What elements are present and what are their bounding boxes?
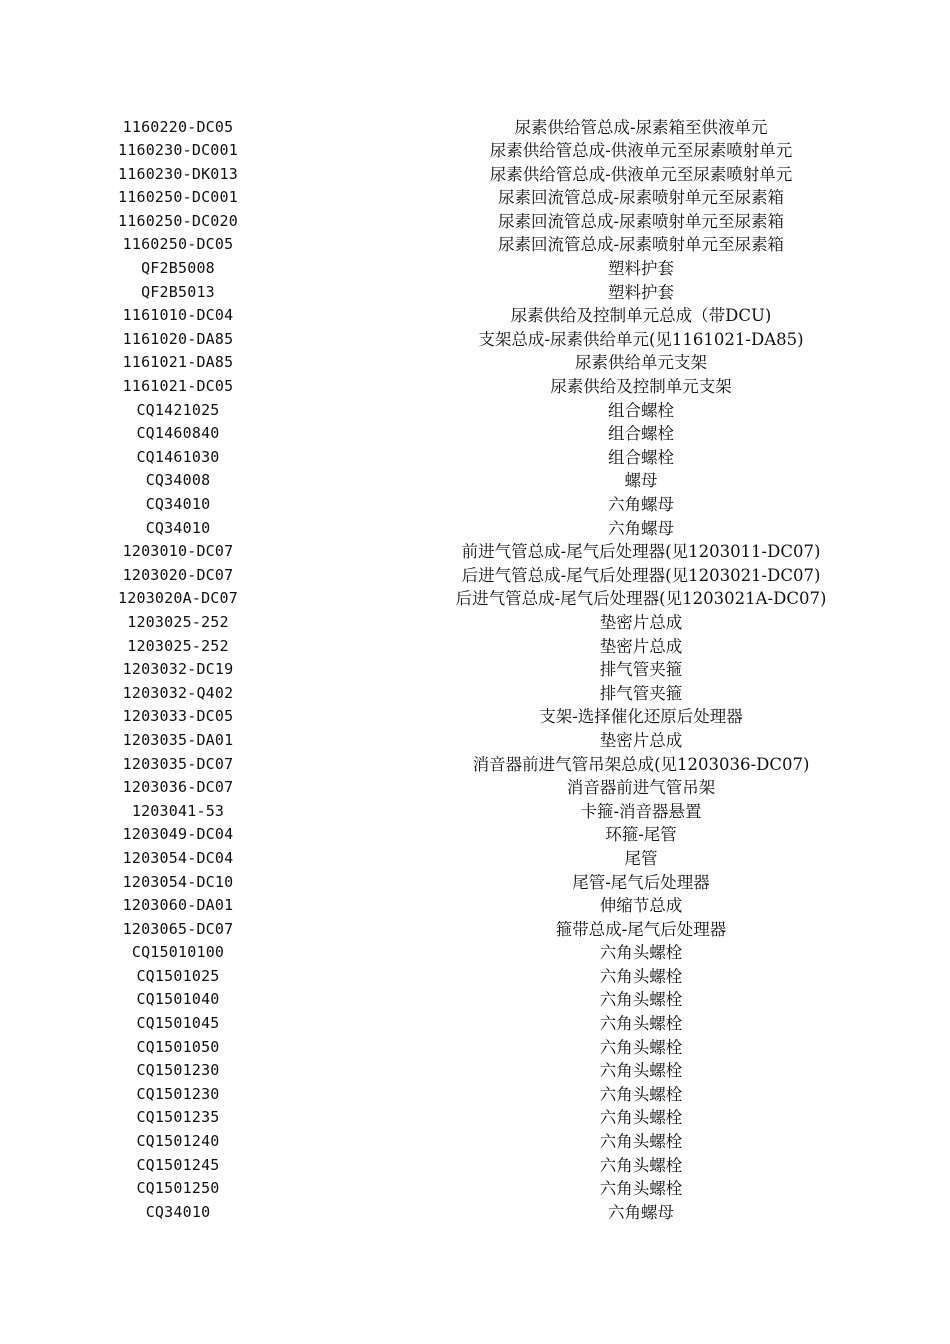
part-number-cell: 1161021-DC05 bbox=[122, 377, 234, 396]
empty-cell bbox=[926, 517, 950, 541]
part-number-cell: CQ34010 bbox=[145, 518, 211, 537]
part-name-cell: 组合螺栓 bbox=[608, 447, 674, 467]
table-row bbox=[0, 564, 950, 588]
table-row bbox=[0, 399, 950, 423]
empty-cell bbox=[926, 233, 950, 257]
table-row bbox=[0, 776, 950, 800]
table-row bbox=[0, 517, 950, 541]
empty-cell bbox=[926, 116, 950, 140]
part-name-cell: 箍带总成-尾气后处理器 bbox=[555, 919, 727, 939]
part-number-cell: QF2B5013 bbox=[141, 282, 215, 301]
table-row bbox=[0, 894, 950, 918]
table-row bbox=[0, 186, 950, 210]
part-name-cell: 垫密片总成 bbox=[599, 730, 683, 750]
empty-cell bbox=[926, 469, 950, 493]
part-name-cell: 六角螺母 bbox=[608, 495, 674, 514]
part-number-cell: 1203025-252 bbox=[127, 636, 229, 655]
part-name-cell: 排气管夹箍 bbox=[599, 683, 683, 703]
empty-cell bbox=[926, 965, 950, 989]
part-number-cell: CQ1461030 bbox=[136, 447, 220, 466]
part-number-cell: 1203033-DC05 bbox=[122, 707, 234, 726]
part-name-cell: 尿素供给及控制单元总成（带DCU) bbox=[510, 306, 772, 326]
part-name-cell: 尿素供给管总成-供液单元至尿素喷射单元 bbox=[489, 164, 793, 184]
table-row bbox=[0, 941, 950, 965]
empty-cell bbox=[926, 611, 950, 635]
table-row bbox=[0, 446, 950, 470]
part-name-cell: 尿素供给管总成-供液单元至尿素喷射单元 bbox=[489, 141, 793, 161]
part-number-cell: 1203010-DC07 bbox=[122, 542, 234, 561]
part-number-cell: 1160230-DK013 bbox=[118, 164, 238, 183]
empty-cell bbox=[926, 800, 950, 824]
empty-cell bbox=[926, 871, 950, 895]
part-number-cell: CQ1501040 bbox=[136, 990, 220, 1009]
part-name-cell: 后进气管总成-尾气后处理器(见1203021A-DC07) bbox=[455, 589, 827, 609]
part-number-cell: CQ1501045 bbox=[136, 1014, 220, 1033]
empty-cell bbox=[926, 1130, 950, 1154]
empty-cell bbox=[926, 658, 950, 682]
part-name-cell: 支架总成-尿素供给单元(见1161021-DA85) bbox=[478, 329, 804, 349]
part-number-cell: 1203025-252 bbox=[127, 612, 229, 631]
part-name-cell: 尿素供给及控制单元支架 bbox=[550, 377, 732, 397]
empty-cell bbox=[926, 564, 950, 588]
part-name-cell: 伸缩节总成 bbox=[599, 896, 683, 916]
part-name-cell: 组合螺栓 bbox=[608, 424, 674, 444]
part-number-cell: CQ1501250 bbox=[136, 1179, 220, 1198]
empty-cell bbox=[926, 540, 950, 564]
part-name-cell: 六角头螺栓 bbox=[599, 1132, 683, 1152]
part-number-cell: 1160230-DC001 bbox=[118, 141, 238, 160]
part-number-cell: QF2B5008 bbox=[141, 259, 215, 278]
empty-cell bbox=[926, 587, 950, 611]
part-number-cell: 1203032-Q402 bbox=[122, 683, 234, 702]
empty-cell bbox=[926, 682, 950, 706]
table-row bbox=[0, 540, 950, 564]
part-name-cell: 六角螺母 bbox=[608, 1202, 674, 1222]
part-number-cell: 1203020A-DC07 bbox=[118, 589, 238, 608]
part-name-cell: 尿素供给单元支架 bbox=[575, 353, 707, 373]
table-row bbox=[0, 1083, 950, 1107]
empty-cell bbox=[926, 729, 950, 753]
empty-cell bbox=[926, 1106, 950, 1130]
empty-cell bbox=[926, 1083, 950, 1107]
table-row bbox=[0, 729, 950, 753]
table-row bbox=[0, 328, 950, 352]
part-number-cell: CQ15010100 bbox=[131, 943, 225, 962]
part-name-cell: 尾管 bbox=[624, 848, 658, 868]
part-number-cell: CQ1501240 bbox=[136, 1132, 220, 1151]
empty-cell bbox=[926, 375, 950, 399]
part-name-cell: 垫密片总成 bbox=[599, 612, 683, 632]
part-number-cell: 1203041-53 bbox=[131, 801, 225, 820]
part-number-cell: 1203060-DA01 bbox=[122, 896, 234, 915]
table-row bbox=[0, 1177, 950, 1201]
empty-cell bbox=[926, 1036, 950, 1060]
part-name-cell: 六角头螺栓 bbox=[599, 1179, 683, 1199]
empty-cell bbox=[926, 941, 950, 965]
table-row bbox=[0, 635, 950, 659]
empty-cell bbox=[926, 257, 950, 281]
empty-cell bbox=[926, 210, 950, 234]
part-name-cell: 消音器前进气管吊架 bbox=[566, 778, 716, 798]
part-number-cell: CQ34008 bbox=[145, 471, 211, 490]
table-row bbox=[0, 823, 950, 847]
empty-cell bbox=[926, 705, 950, 729]
table-row bbox=[0, 658, 950, 682]
part-number-cell: CQ1501050 bbox=[136, 1037, 220, 1056]
part-name-cell: 塑料护套 bbox=[608, 259, 674, 279]
part-name-cell: 尾管-尾气后处理器 bbox=[572, 872, 710, 892]
table-row bbox=[0, 233, 950, 257]
part-number-cell: 1203020-DC07 bbox=[122, 565, 234, 584]
part-number-cell: 1161020-DA85 bbox=[122, 329, 234, 348]
part-number-cell: 1161010-DC04 bbox=[122, 306, 234, 325]
table-row bbox=[0, 116, 950, 140]
part-number-cell: 1203032-DC19 bbox=[122, 660, 234, 679]
part-number-cell: 1203054-DC04 bbox=[122, 848, 234, 867]
table-row bbox=[0, 871, 950, 895]
part-name-cell: 尿素回流管总成-尿素喷射单元至尿素箱 bbox=[497, 211, 785, 231]
part-name-cell: 垫密片总成 bbox=[599, 636, 683, 656]
empty-cell bbox=[926, 988, 950, 1012]
empty-cell bbox=[926, 1059, 950, 1083]
part-number-cell: 1203065-DC07 bbox=[122, 919, 234, 938]
part-number-cell: 1203035-DA01 bbox=[122, 730, 234, 749]
empty-cell bbox=[926, 304, 950, 328]
table-row bbox=[0, 1130, 950, 1154]
empty-cell bbox=[926, 399, 950, 423]
part-number-cell: 1203049-DC04 bbox=[122, 825, 234, 844]
part-number-cell: 1160220-DC05 bbox=[122, 117, 234, 136]
part-name-cell: 环箍-尾管 bbox=[605, 825, 677, 845]
table-row bbox=[0, 1154, 950, 1178]
part-number-cell: 1203035-DC07 bbox=[122, 754, 234, 773]
table-row bbox=[0, 257, 950, 281]
part-number-cell: 1160250-DC05 bbox=[122, 235, 234, 254]
part-name-cell: 卡箍-消音器悬置 bbox=[580, 801, 702, 821]
part-number-cell: 1203036-DC07 bbox=[122, 778, 234, 797]
table-row bbox=[0, 493, 950, 517]
empty-cell bbox=[926, 1201, 950, 1225]
part-name-cell: 组合螺栓 bbox=[608, 400, 674, 420]
part-name-cell: 螺母 bbox=[624, 471, 658, 491]
empty-cell bbox=[926, 422, 950, 446]
table-row bbox=[0, 422, 950, 446]
part-name-cell: 六角头螺栓 bbox=[599, 1014, 683, 1034]
table-row bbox=[0, 587, 950, 611]
table-row bbox=[0, 1012, 950, 1036]
part-number-cell: CQ34010 bbox=[145, 1202, 211, 1221]
table-row bbox=[0, 682, 950, 706]
part-name-cell: 六角头螺栓 bbox=[599, 1061, 683, 1081]
table-row bbox=[0, 611, 950, 635]
part-number-cell: CQ1501025 bbox=[136, 966, 220, 985]
empty-cell bbox=[926, 1154, 950, 1178]
table-row bbox=[0, 139, 950, 163]
empty-cell bbox=[926, 328, 950, 352]
table-row bbox=[0, 469, 950, 493]
empty-cell bbox=[926, 753, 950, 777]
empty-cell bbox=[926, 493, 950, 517]
table-row bbox=[0, 375, 950, 399]
part-name-cell: 排气管夹箍 bbox=[599, 660, 683, 680]
empty-cell bbox=[926, 894, 950, 918]
empty-cell bbox=[926, 163, 950, 187]
empty-cell bbox=[926, 823, 950, 847]
empty-cell bbox=[926, 635, 950, 659]
table-row bbox=[0, 210, 950, 234]
part-number-cell: 1203054-DC10 bbox=[122, 872, 234, 891]
part-number-cell: CQ1460840 bbox=[136, 424, 220, 443]
part-name-cell: 六角头螺栓 bbox=[599, 1108, 683, 1128]
part-name-cell: 六角螺母 bbox=[608, 518, 674, 538]
part-name-cell: 六角头螺栓 bbox=[599, 966, 683, 986]
table-row bbox=[0, 847, 950, 871]
empty-cell bbox=[926, 847, 950, 871]
part-number-cell: CQ1501245 bbox=[136, 1155, 220, 1174]
table-row bbox=[0, 800, 950, 824]
part-name-cell: 后进气管总成-尾气后处理器(见1203021-DC07) bbox=[461, 565, 821, 585]
table-row bbox=[0, 965, 950, 989]
part-name-cell: 六角头螺栓 bbox=[599, 1084, 683, 1104]
empty-cell bbox=[926, 446, 950, 470]
part-name-cell: 尿素回流管总成-尿素喷射单元至尿素箱 bbox=[497, 235, 785, 255]
table-row bbox=[0, 304, 950, 328]
table-row bbox=[0, 1059, 950, 1083]
part-number-cell: CQ34010 bbox=[145, 495, 211, 513]
part-number-cell: 1160250-DC001 bbox=[118, 188, 238, 207]
part-name-cell: 尿素回流管总成-尿素喷射单元至尿素箱 bbox=[497, 188, 785, 208]
part-number-cell: CQ1501235 bbox=[136, 1108, 220, 1127]
part-name-cell: 消音器前进气管吊架总成(见1203036-DC07) bbox=[472, 754, 810, 774]
table-row bbox=[0, 1201, 950, 1225]
part-name-cell: 六角头螺栓 bbox=[599, 1155, 683, 1175]
empty-cell bbox=[926, 351, 950, 375]
empty-cell bbox=[926, 186, 950, 210]
empty-cell bbox=[926, 918, 950, 942]
part-name-cell: 六角头螺栓 bbox=[599, 943, 683, 963]
table-row bbox=[0, 918, 950, 942]
empty-cell bbox=[926, 281, 950, 305]
part-number-cell: CQ1501230 bbox=[136, 1061, 220, 1080]
empty-cell bbox=[926, 139, 950, 163]
parts-table-body bbox=[0, 116, 950, 1225]
table-row bbox=[0, 988, 950, 1012]
table-row bbox=[0, 1036, 950, 1060]
empty-cell bbox=[926, 776, 950, 800]
part-name-cell: 塑料护套 bbox=[608, 282, 674, 302]
part-name-cell: 六角头螺栓 bbox=[599, 1037, 683, 1057]
part-number-cell: CQ1501230 bbox=[136, 1084, 220, 1103]
empty-cell bbox=[926, 1012, 950, 1036]
part-number-cell: CQ1421025 bbox=[136, 400, 220, 419]
table-row bbox=[0, 351, 950, 375]
table-row bbox=[0, 753, 950, 777]
table-row bbox=[0, 1106, 950, 1130]
part-number-cell: 1161021-DA85 bbox=[122, 353, 234, 372]
empty-cell bbox=[926, 1177, 950, 1201]
table-row bbox=[0, 281, 950, 305]
part-name-cell: 尿素供给管总成-尿素箱至供液单元 bbox=[514, 117, 768, 137]
part-name-cell: 支架-选择催化还原后处理器 bbox=[539, 707, 743, 727]
parts-table bbox=[0, 116, 950, 1225]
table-row bbox=[0, 705, 950, 729]
table-row bbox=[0, 163, 950, 187]
part-number-cell: 1160250-DC020 bbox=[118, 211, 238, 230]
part-name-cell: 前进气管总成-尾气后处理器(见1203011-DC07) bbox=[461, 542, 821, 562]
part-name-cell: 六角头螺栓 bbox=[599, 990, 683, 1010]
